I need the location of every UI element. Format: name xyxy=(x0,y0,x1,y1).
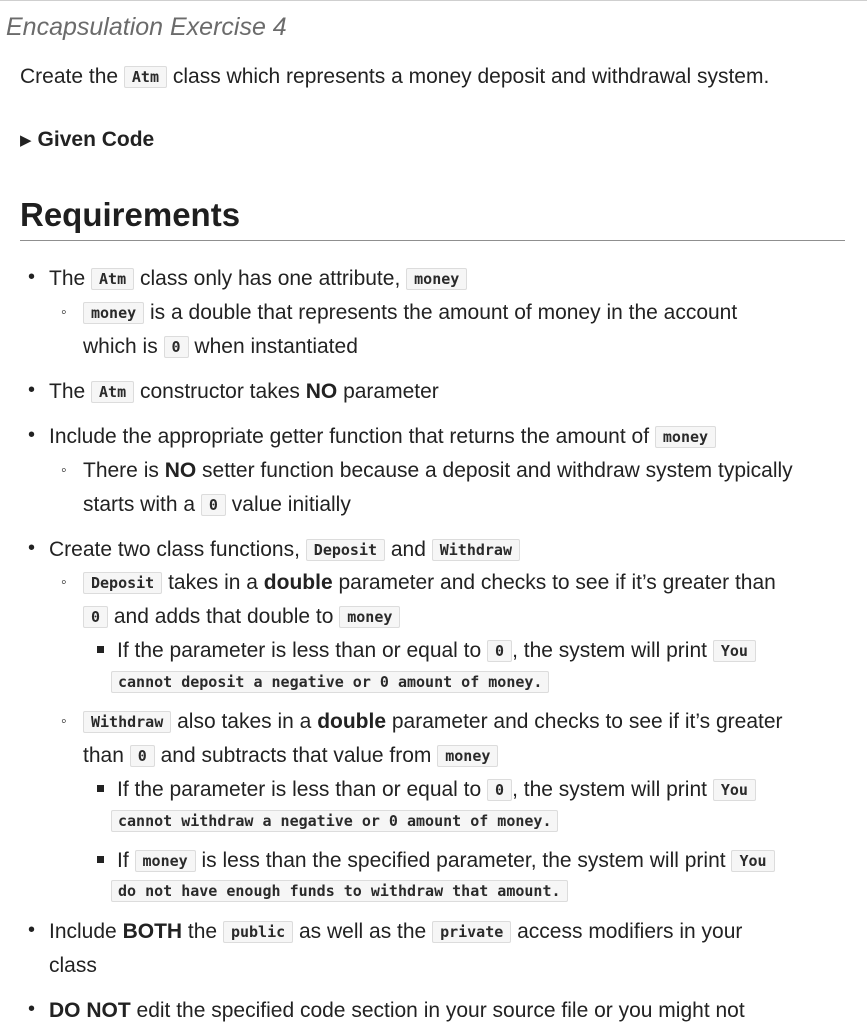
req-withdraw: Withdraw also takes in a double parameter and checks to see if it’s greater xyxy=(83,709,783,736)
bullet-circle: ◦ xyxy=(61,713,67,730)
bullet-circle: ◦ xyxy=(61,462,67,479)
req-do-not-edit: DO NOT edit the specified code section in your source file or you might not xyxy=(49,999,745,1022)
bullet-square xyxy=(97,856,104,863)
req-class-functions: Create two class functions, Deposit and Withdraw xyxy=(49,537,520,564)
bullet-dot: • xyxy=(28,424,36,446)
req-deposit-error-msg: cannot deposit a negative or 0 amount of money. xyxy=(117,669,549,696)
req-money-desc-cont: which is 0 when instantiated xyxy=(83,335,358,358)
req-insufficient-funds: If money is less than the specified parameter, the system will print You xyxy=(117,848,775,875)
disclosure-triangle-icon: ▶ xyxy=(20,132,32,149)
intro-text: Create the Atm class which represents a money deposit and withdrawal system. xyxy=(20,65,770,88)
bullet-dot: • xyxy=(28,537,36,559)
bullet-dot: • xyxy=(28,919,36,941)
req-no-setter: There is NO setter function because a deposit and withdraw system typically xyxy=(83,459,793,482)
req-deposit: Deposit takes in a double parameter and checks to see if it’s greater than xyxy=(83,570,776,597)
req-access-modifiers-cont: class xyxy=(49,954,97,977)
bullet-circle: ◦ xyxy=(61,304,67,321)
given-code-toggle[interactable]: ▶ Given Code xyxy=(20,128,155,151)
inline-code: Atm xyxy=(124,66,167,88)
bullet-dot: • xyxy=(28,998,36,1020)
bullet-circle: ◦ xyxy=(61,574,67,591)
req-atm-attribute: The Atm class only has one attribute, money xyxy=(49,266,467,293)
bullet-dot: • xyxy=(28,379,36,401)
req-no-setter-cont: starts with a 0 value initially xyxy=(83,493,351,516)
req-access-modifiers: Include BOTH the public as well as the private access modifiers in your xyxy=(49,920,743,943)
req-deposit-cont: 0 and adds that double to money xyxy=(83,604,400,631)
req-withdraw-error-msg: cannot withdraw a negative or 0 amount of money. xyxy=(117,808,558,835)
page-title: Encapsulation Exercise 4 xyxy=(6,13,287,41)
req-constructor: The Atm constructor takes NO parameter xyxy=(49,380,439,403)
req-withdraw-error: If the parameter is less than or equal to 0 , the system will print You xyxy=(117,777,756,804)
bullet-square xyxy=(97,785,104,792)
req-getter: Include the appropriate getter function that returns the amount of money xyxy=(49,424,716,451)
bullet-square xyxy=(97,646,104,653)
req-money-desc: money is a double that represents the amount of money in the account xyxy=(83,300,737,327)
req-deposit-error: If the parameter is less than or equal to 0 , the system will print You xyxy=(117,638,756,665)
req-withdraw-cont: than 0 and subtracts that value from money xyxy=(83,743,498,770)
req-insufficient-funds-msg: do not have enough funds to withdraw that amount. xyxy=(117,878,568,905)
bullet-dot: • xyxy=(28,266,36,288)
requirements-heading: Requirements xyxy=(20,196,845,241)
